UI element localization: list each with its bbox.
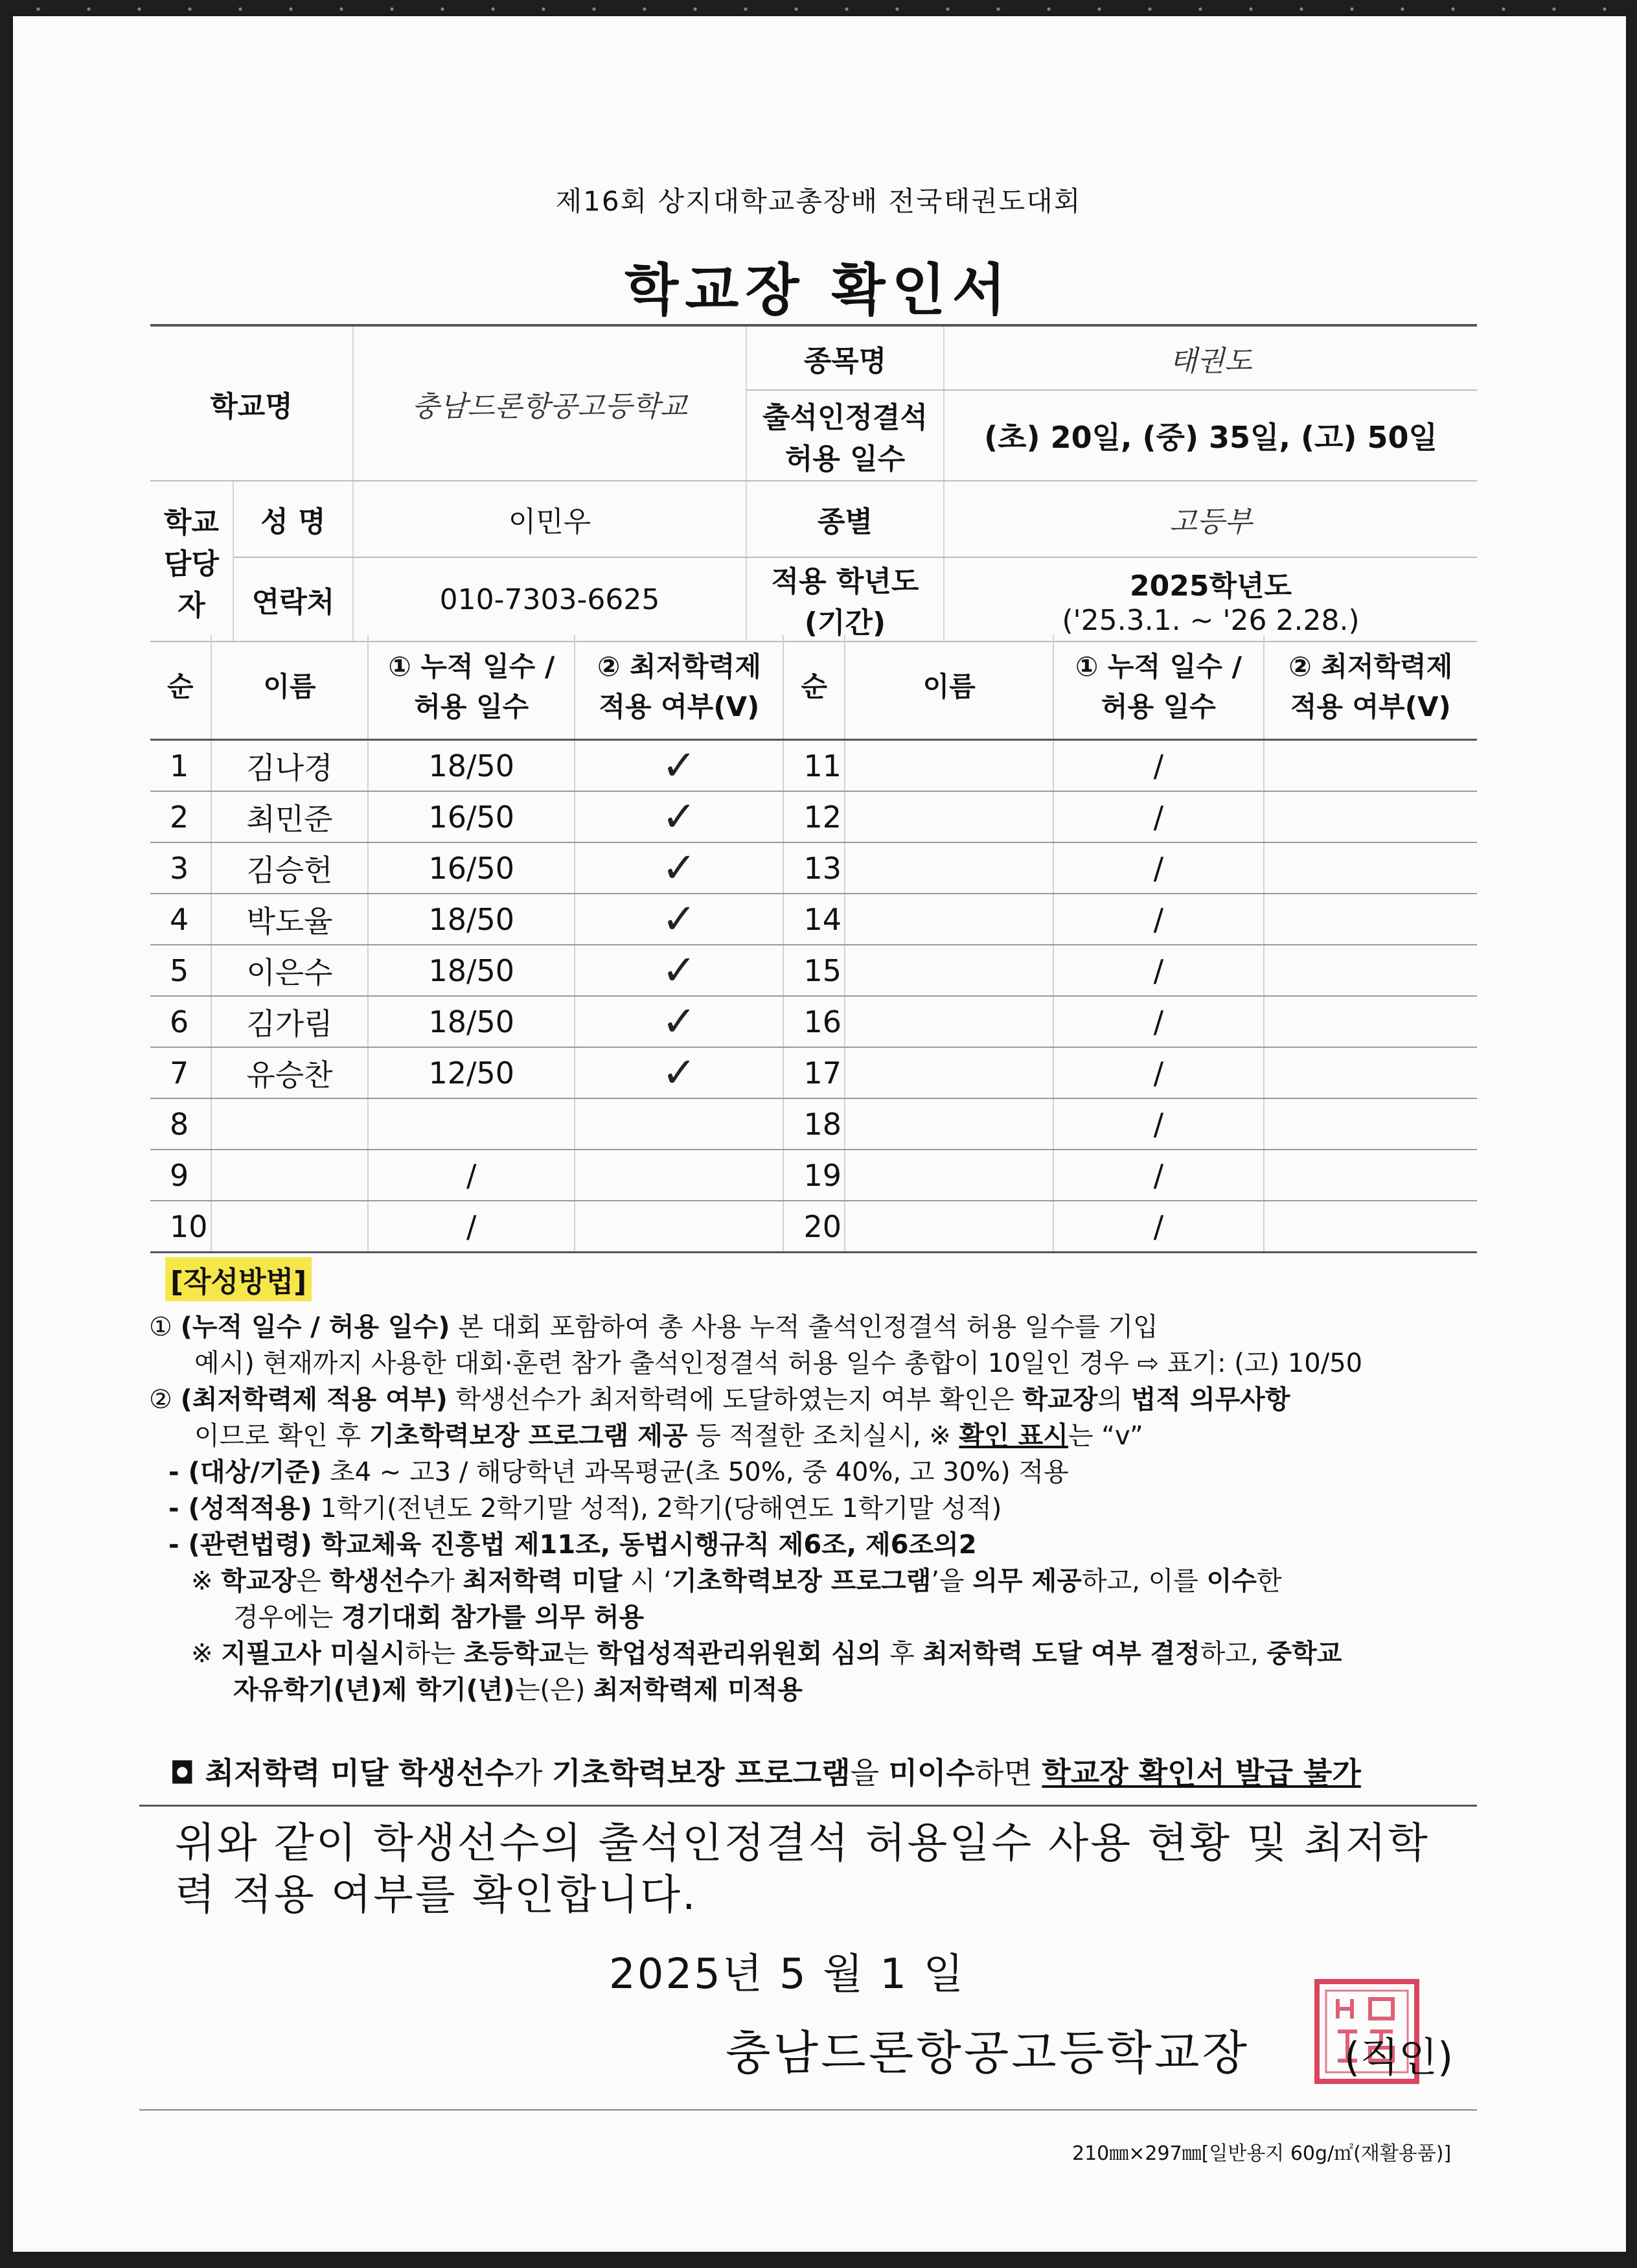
reference-mark-icon: ※ <box>191 1566 222 1596</box>
row-name <box>211 1098 369 1150</box>
absence-label-line2: 허용 일수 <box>784 443 906 476</box>
header-name-left: 이름 <box>211 635 369 740</box>
row-check <box>575 1201 783 1253</box>
method-term: 이수 <box>1206 1566 1257 1596</box>
method-term: 학생선수 <box>329 1566 430 1596</box>
row-no: 4 <box>150 894 211 945</box>
row-name: 이은수 <box>211 945 369 996</box>
row-no: 11 <box>783 740 845 792</box>
row-no: 7 <box>150 1047 211 1098</box>
name-label: 성 명 <box>233 481 353 557</box>
school-label: 학교명 <box>150 325 353 481</box>
row-name <box>845 791 1053 842</box>
row-no: 16 <box>783 996 845 1047</box>
year-label <box>746 557 944 642</box>
row-check <box>1264 791 1478 842</box>
header-days-line2: 허용 일수 <box>414 691 529 723</box>
method-term: (누적 일수 / 허용 일수) <box>180 1312 450 1342</box>
row-name <box>845 1150 1053 1201</box>
row-no: 3 <box>150 842 211 894</box>
method-line <box>149 1636 1496 1672</box>
method-term: (대상/기준) <box>188 1457 322 1487</box>
name-value: 이민우 <box>353 481 746 557</box>
event-value: 태권도 <box>944 325 1477 390</box>
method-text: 본 대회 포함하여 총 사용 누적 출석인정결석 허용 일수를 기입 <box>450 1312 1158 1342</box>
method-term: 학교장 <box>221 1566 297 1596</box>
issue-date: 2025년 5 월 1 일 <box>609 1950 966 1998</box>
row-name <box>845 1047 1053 1098</box>
row-check <box>1264 1047 1478 1098</box>
header-days-line2: 허용 일수 <box>1101 691 1216 723</box>
method-term: (관련법령) 학교체육 진흥법 제11조, 동법시행규칙 제6조, 제6조의2 <box>188 1530 977 1560</box>
method-text: 등 적절한 조치실시, ※ <box>687 1421 959 1451</box>
method-text: 하는 <box>405 1639 464 1669</box>
header-days-left <box>368 635 575 740</box>
contact-label: 연락처 <box>233 557 353 642</box>
row-no: 18 <box>783 1098 845 1150</box>
row-days: 18/50 <box>368 945 575 996</box>
circled-1-icon: ① <box>149 1312 172 1342</box>
method-text: 한 <box>1256 1566 1282 1596</box>
info-table <box>150 324 1477 642</box>
header-min-line1: ② 최저학력제 <box>597 651 761 682</box>
method-text: 초4 ~ 고3 / 해당학년 과목평균(초 50%, 중 40%, 고 30%) 적용 <box>321 1457 1069 1487</box>
row-days: / <box>1053 945 1263 996</box>
method-term: (최저학력제 적용 여부) <box>180 1385 448 1415</box>
manager-label <box>150 481 233 642</box>
row-days: / <box>1053 842 1263 894</box>
row-days: / <box>1053 1098 1263 1150</box>
row-check <box>1264 996 1478 1047</box>
year-label-line1: 적용 학년도 <box>771 565 919 598</box>
manager-label-line1: 학교 <box>163 506 219 539</box>
absence-label-line1: 출석인정결석 <box>762 401 928 434</box>
header-min-line2: 적용 여부(V) <box>599 691 760 723</box>
row-name: 박도율 <box>211 894 369 945</box>
roster-table <box>150 635 1477 1253</box>
method-term: 최저학력 도달 여부 결정 <box>922 1639 1200 1669</box>
year-value <box>944 557 1477 642</box>
header-min-line1: ② 최저학력제 <box>1288 651 1453 682</box>
notice-text: 하면 <box>974 1755 1042 1790</box>
method-text: 가 <box>429 1566 463 1596</box>
row-no: 1 <box>150 740 211 792</box>
header-days-right <box>1053 635 1263 740</box>
row-name <box>845 894 1053 945</box>
division-value: 고등부 <box>944 481 1477 557</box>
method-term: 지필고사 미실시 <box>221 1639 406 1669</box>
row-name <box>845 1201 1053 1253</box>
row-days: 18/50 <box>368 996 575 1047</box>
row-name: 유승찬 <box>211 1047 369 1098</box>
method-term: 법적 의무사항 <box>1130 1385 1290 1415</box>
row-check <box>1264 740 1478 792</box>
scanner-edge <box>13 0 1626 18</box>
table-row <box>150 740 1477 792</box>
table-row <box>150 1201 1477 1253</box>
row-check <box>1264 1098 1478 1150</box>
row-no: 9 <box>150 1150 211 1201</box>
school-value: 충남드론항공고등학교 <box>353 325 746 481</box>
check-mark-icon: ✓ <box>575 945 783 996</box>
method-text: 은 <box>296 1566 330 1596</box>
seal-label: (직인) <box>1344 2033 1454 2081</box>
document-subtitle: 제16회 상지대학교총장배 전국태권도대회 <box>555 185 1082 217</box>
method-term: 의무 제공 <box>972 1566 1082 1596</box>
method-title: [작성방법] <box>165 1257 312 1301</box>
method-line <box>149 1527 1496 1563</box>
table-row <box>150 1047 1477 1098</box>
row-days: / <box>1053 996 1263 1047</box>
row-days: 16/50 <box>368 842 575 894</box>
table-row <box>150 1150 1477 1201</box>
row-days: / <box>368 1150 575 1201</box>
row-name <box>845 945 1053 996</box>
method-line <box>149 1418 1496 1454</box>
year-value-line2: ('25.3.1. ~ '26 2.28.) <box>1062 603 1360 637</box>
header-no-left: 순 <box>150 635 211 740</box>
method-text: 하고, <box>1200 1639 1267 1669</box>
method-line <box>149 1599 1496 1636</box>
method-line <box>149 1382 1496 1418</box>
row-no: 14 <box>783 894 845 945</box>
row-no: 15 <box>783 945 845 996</box>
method-term: 최저학력제 미적용 <box>593 1675 803 1705</box>
confirmation-statement: 위와 같이 학생선수의 출석인정결석 허용일수 사용 현황 및 최저학력 적용 여부를 확인합니다. <box>175 1820 1430 1919</box>
method-line <box>149 1563 1496 1599</box>
row-days: / <box>1053 740 1263 792</box>
method-term: 최저학력 미달 <box>463 1566 623 1596</box>
row-days: / <box>1053 1150 1263 1201</box>
method-term: 경기대회 참가를 의무 허용 <box>341 1603 645 1632</box>
method-text: ’을 <box>931 1566 973 1596</box>
method-body <box>149 1309 1496 1708</box>
absence-value: (초) 20일, (중) 35일, (고) 50일 <box>944 390 1477 481</box>
row-no: 2 <box>150 791 211 842</box>
row-no: 20 <box>783 1201 845 1253</box>
method-line <box>149 1672 1496 1708</box>
method-text: 는 <box>564 1639 597 1669</box>
row-days: / <box>1053 1047 1263 1098</box>
method-text: 시 ‘ <box>622 1566 672 1596</box>
row-no: 13 <box>783 842 845 894</box>
row-days: 12/50 <box>368 1047 575 1098</box>
contact-value: 010-7303-6625 <box>353 557 746 642</box>
row-name: 김가림 <box>211 996 369 1047</box>
row-name <box>845 1098 1053 1150</box>
row-name: 김승헌 <box>211 842 369 894</box>
row-days: / <box>1053 791 1263 842</box>
row-check <box>1264 894 1478 945</box>
table-row <box>150 791 1477 842</box>
row-no: 8 <box>150 1098 211 1150</box>
document-title: 학교장 확인서 <box>624 258 1013 323</box>
row-no: 12 <box>783 791 845 842</box>
row-name <box>845 996 1053 1047</box>
row-name: 최민준 <box>211 791 369 842</box>
table-row <box>150 1098 1477 1150</box>
absence-label <box>746 390 944 481</box>
notice-text: 최저학력 미달 학생선수 <box>194 1755 514 1790</box>
check-mark-icon: ✓ <box>575 842 783 894</box>
row-name <box>211 1201 369 1253</box>
row-check <box>575 1098 783 1150</box>
row-no: 17 <box>783 1047 845 1098</box>
row-no: 19 <box>783 1150 845 1201</box>
notice-text: 미이수 <box>888 1755 975 1790</box>
row-days: 18/50 <box>368 740 575 792</box>
event-label: 종목명 <box>746 325 944 390</box>
table-row <box>150 842 1477 894</box>
method-line <box>149 1309 1496 1345</box>
header-days-line1: ① 누적 일수 / <box>388 651 555 682</box>
notice-text: 가 <box>514 1755 553 1790</box>
row-no: 6 <box>150 996 211 1047</box>
check-mark-icon: ✓ <box>575 996 783 1047</box>
year-value-line1: 2025학년도 <box>1130 569 1292 603</box>
row-check <box>1264 1201 1478 1253</box>
row-name <box>845 842 1053 894</box>
method-line <box>149 1454 1496 1490</box>
method-term: 중학교 <box>1266 1639 1342 1669</box>
method-text: 이므로 확인 후 <box>194 1421 369 1451</box>
notice-text: 을 <box>850 1755 889 1790</box>
check-mark-icon: ✓ <box>575 1047 783 1098</box>
header-days-line1: ① 누적 일수 / <box>1075 651 1242 682</box>
header-min-line2: 적용 여부(V) <box>1290 691 1451 723</box>
method-term: 기초학력보장 프로그램 제공 <box>369 1421 688 1451</box>
table-row <box>150 996 1477 1047</box>
division-label: 종별 <box>746 481 944 557</box>
dash-icon: - <box>168 1457 189 1487</box>
method-term: 기초학력보장 프로그램 <box>672 1566 932 1596</box>
row-days: 16/50 <box>368 791 575 842</box>
row-days: 18/50 <box>368 894 575 945</box>
method-text: 1학기(전년도 2학기말 성적), 2학기(당해연도 1학기말 성적) <box>312 1494 1002 1523</box>
header-min-left <box>575 635 783 740</box>
method-term: (성적적용) <box>188 1494 312 1523</box>
header-no-right: 순 <box>783 635 845 740</box>
principal-name: 충남드론항공고등학교장 <box>726 2026 1250 2080</box>
row-no: 5 <box>150 945 211 996</box>
row-days: / <box>1053 1201 1263 1253</box>
row-days: / <box>1053 894 1263 945</box>
notice-text: 학교장 확인서 발급 불가 <box>1042 1755 1361 1790</box>
method-line: 예시) 현재까지 사용한 대회·훈련 참가 출석인정결석 허용 일수 총합이 10일인 경우 ⇨ 표기: (고) 10/50 <box>194 1348 1363 1378</box>
row-name <box>211 1150 369 1201</box>
row-days <box>368 1098 575 1150</box>
check-mark-icon: ✓ <box>575 791 783 842</box>
row-name: 김나경 <box>211 740 369 792</box>
method-text: 는 “v” <box>1068 1421 1143 1451</box>
method-line <box>149 1490 1496 1527</box>
method-term: 학교장 <box>1022 1385 1098 1415</box>
method-term: 초등학교 <box>463 1639 564 1669</box>
row-check <box>1264 1150 1478 1201</box>
check-mark-icon: ✓ <box>575 740 783 792</box>
dash-icon: - <box>168 1494 189 1523</box>
check-mark-icon: ✓ <box>575 894 783 945</box>
row-name <box>845 740 1053 792</box>
method-term: 확인 표시 <box>959 1421 1068 1451</box>
header-name-right: 이름 <box>845 635 1053 740</box>
row-days: / <box>368 1201 575 1253</box>
boxed-arrow-icon: ◘ <box>170 1755 195 1790</box>
method-text: 후 <box>881 1639 923 1669</box>
year-label-line2: (기간) <box>804 607 886 640</box>
divider <box>139 1805 1477 1807</box>
paper-spec: 210㎜×297㎜[일반용지 60g/㎡(재활용품)] <box>1072 2142 1452 2165</box>
row-check <box>1264 842 1478 894</box>
notice-line <box>170 1750 1361 1792</box>
dash-icon: - <box>168 1530 189 1560</box>
row-check <box>1264 945 1478 996</box>
method-term: 학업성적관리위원회 심의 <box>597 1639 882 1669</box>
method-text: 경우에는 <box>233 1603 342 1632</box>
divider <box>139 2109 1477 2111</box>
method-text: 하고, 이를 <box>1081 1566 1207 1596</box>
method-text: 의 <box>1097 1385 1131 1415</box>
row-no: 10 <box>150 1201 211 1253</box>
circled-2-icon: ② <box>149 1385 172 1415</box>
row-check <box>575 1150 783 1201</box>
notice-text: 기초학력보장 프로그램 <box>552 1755 851 1790</box>
method-text: 는(은) <box>514 1675 594 1705</box>
reference-mark-icon: ※ <box>191 1639 222 1669</box>
manager-label-line2: 담당자 <box>163 548 219 622</box>
header-min-right <box>1264 635 1478 740</box>
method-term: 자유학기(년)제 학기(년) <box>233 1675 515 1705</box>
table-row <box>150 894 1477 945</box>
method-text: 학생선수가 최저학력에 도달하였는지 여부 확인은 <box>447 1385 1023 1415</box>
table-row <box>150 945 1477 996</box>
